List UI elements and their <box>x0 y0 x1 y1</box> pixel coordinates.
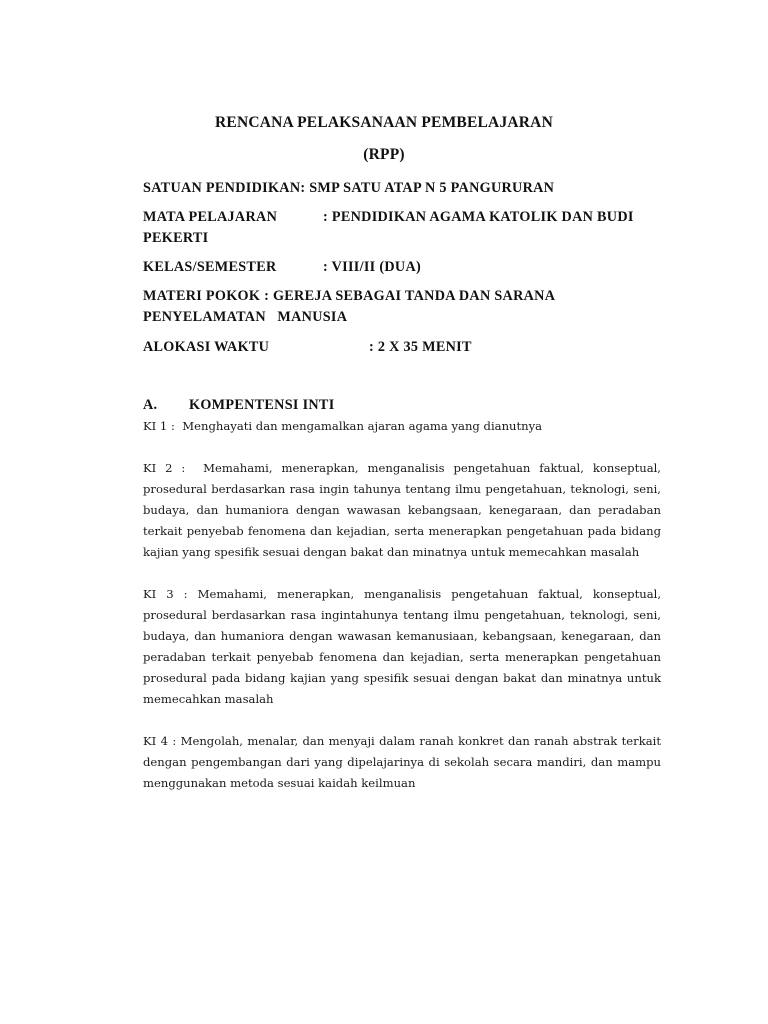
section-a-heading <box>143 395 663 416</box>
section-a-number: A. <box>143 397 158 413</box>
materi-pokok: MATERI POKOK : GEREJA SEBAGAI TANDA DAN SARANA PENYELAMATAN MANUSIA <box>143 288 559 325</box>
kelas-semester-value: : VIII/II (DUA) <box>323 259 422 275</box>
document-title: RENCANA PELAKSANAAN PEMBELAJARAN <box>215 114 553 131</box>
alokasi-waktu-value: : 2 X 35 MENIT <box>369 339 472 355</box>
alokasi-waktu-label: ALOKASI WAKTU <box>143 339 270 355</box>
section-a-title: KOMPENTENSI INTI <box>189 397 335 413</box>
kelas-semester-row <box>143 257 663 278</box>
document-subtitle: (RPP) <box>363 146 405 163</box>
ki-1-paragraph: KI 1 : Menghayati dan mengamalkan ajaran agama yang dianutnya <box>143 419 543 433</box>
ki-2-paragraph: KI 2 : Memahami, menerapkan, menganalisis pengetahuan faktual, konseptual, prosedural berdasarkan rasa ingin tahunya tentang ilmu pengetahuan, teknologi, seni, budaya, dan humaniora dengan wawasan kebangsaan, kenegaraan, dan peradaban terkait penyebab fenomena dan kejadian, serta menerapkan pengetahuan pada bidang kajian yang spesifik sesuai dengan bakat dan minatnya untuk memecahkan masalah <box>143 461 665 559</box>
ki-4-paragraph: KI 4 : Mengolah, menalar, dan menyaji dalam ranah konkret dan ranah abstrak terkait dengan pengembangan dari yang dipelajarinya di sekolah secara mandiri, dan mampu menggunakan metoda sesuai kaidah keilmuan <box>143 734 661 790</box>
mata-pelajaran-row <box>143 207 663 249</box>
satuan-pendidikan: SATUAN PENDIDIKAN: SMP SATU ATAP N 5 PANGURURAN <box>143 180 555 196</box>
alokasi-waktu-row <box>143 337 663 358</box>
mata-pelajaran-label: MATA PELAJARAN <box>143 209 278 225</box>
ki-3-paragraph: KI 3 : Memahami, menerapkan, menganalisis pengetahuan faktual, konseptual, prosedural berdasarkan rasa ingintahunya tentang ilmu pengetahuan, teknologi, seni, budaya, dan humaniora dengan wawasan kemanusiaan, kebangsaan, kenegaraan, dan peradaban terkait penyebab fenomena dan kejadian, serta menerapkan pengetahuan prosedural pada bidang kajian yang spesifik sesuai dengan bakat dan minatnya untuk memecahkan masalah <box>143 587 661 706</box>
mata-pelajaran-value: : PENDIDIKAN AGAMA KATOLIK DAN BUDI PEKERTI <box>143 209 634 246</box>
kelas-semester-label: KELAS/SEMESTER <box>143 259 277 275</box>
